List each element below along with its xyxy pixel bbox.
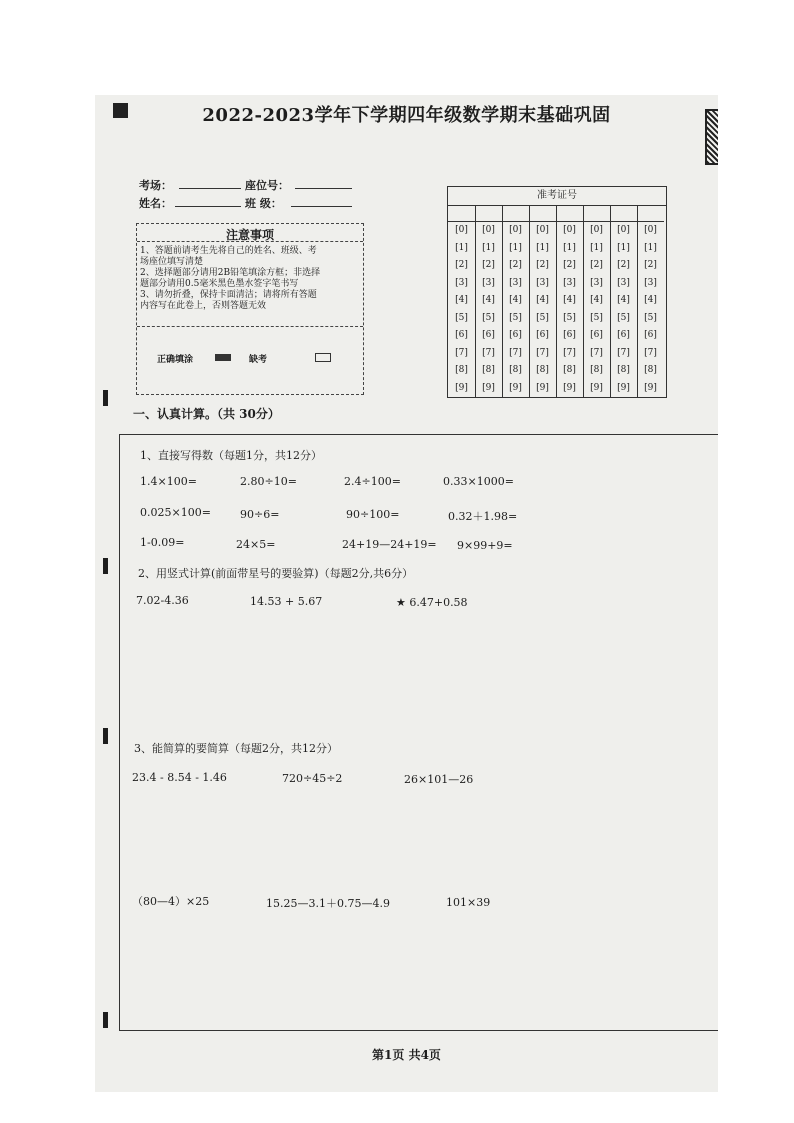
digit: [5]	[644, 312, 657, 323]
digit: [6]	[563, 330, 576, 340]
digit: [7]	[455, 347, 468, 358]
problem[interactable]: 15.25—3.1＋0.75—4.9	[266, 897, 390, 910]
digit: [1]	[482, 242, 495, 253]
digit: [7]	[482, 347, 495, 358]
digit: [3]	[590, 277, 603, 288]
digit: [6]	[644, 330, 657, 340]
name-field[interactable]	[175, 194, 241, 207]
digit: [2]	[563, 260, 576, 270]
digit: [2]	[617, 260, 630, 270]
digit: [2]	[482, 260, 495, 270]
digit: [4]	[536, 295, 549, 305]
digit: [8]	[644, 365, 657, 375]
digit: [2]	[644, 260, 657, 270]
admission-title: 准考证号	[448, 187, 666, 206]
notice-line: 内容写在此卷上，否则答题无效	[140, 301, 267, 311]
notice-box	[136, 223, 364, 395]
digit: [6]	[455, 330, 468, 340]
admission-column[interactable]	[502, 205, 530, 397]
digit: [9]	[644, 382, 657, 393]
notice-line: 场座位填写清楚	[140, 257, 204, 267]
problem[interactable]: 101×39	[446, 896, 491, 909]
digit: [0]	[590, 225, 603, 235]
digit: [6]	[590, 330, 603, 340]
admission-column[interactable]	[556, 205, 584, 397]
problem[interactable]: 24×5=	[236, 538, 276, 551]
page-title: 2022-2023学年下学期四年级数学期末基础巩固	[202, 105, 611, 126]
digit: [6]	[536, 330, 549, 340]
seat-field[interactable]	[295, 176, 352, 189]
admission-column[interactable]	[475, 205, 503, 397]
digit: [9]	[590, 382, 603, 393]
binding-mark	[103, 390, 108, 406]
problem[interactable]: 24+19—24+19=	[342, 538, 437, 551]
digit: [9]	[455, 382, 468, 393]
problem[interactable]: 720÷45÷2	[282, 772, 343, 785]
class-field[interactable]	[291, 194, 352, 207]
digit: [7]	[644, 347, 657, 358]
digit: [7]	[563, 347, 576, 358]
problem[interactable]: 2.4÷100=	[344, 475, 401, 488]
digit: [8]	[509, 365, 522, 375]
question-1-title: 1、直接写得数（每题1分，共12分）	[140, 449, 322, 462]
problem[interactable]: 23.4 - 8.54 - 1.46	[132, 771, 227, 784]
digit: [9]	[563, 382, 576, 393]
digit: [8]	[455, 365, 468, 375]
digit: [2]	[536, 260, 549, 270]
admission-column[interactable]	[610, 205, 638, 397]
digit: [0]	[509, 225, 522, 235]
digit: [8]	[563, 365, 576, 375]
digit: [8]	[617, 365, 630, 375]
notice-line: 2、选择题部分请用2B铅笔填涂方框；非选择	[140, 268, 321, 278]
digit: [2]	[455, 260, 468, 270]
problem[interactable]: 14.53 + 5.67	[250, 595, 323, 608]
digit: [5]	[536, 312, 549, 323]
digit: [9]	[536, 382, 549, 393]
digit: [0]	[617, 225, 630, 235]
absent-label: 缺考	[249, 355, 268, 365]
digit: [4]	[590, 295, 603, 305]
digit: [0]	[644, 225, 657, 235]
digit: [1]	[617, 242, 630, 253]
digit: [8]	[536, 365, 549, 375]
notice-line: 3、请勿折叠，保持卡面清洁；请将所有答题	[140, 290, 317, 300]
name-label: 姓名：	[139, 197, 172, 210]
problem[interactable]: 0.33×1000=	[443, 475, 514, 488]
notice-line: 题部分请用0.5毫米黑色墨水签字笔书写	[140, 279, 299, 289]
digit: [1]	[509, 242, 522, 253]
digit: [4]	[455, 295, 468, 305]
digit: [0]	[455, 225, 468, 235]
problem[interactable]: ★ 6.47+0.58	[396, 596, 468, 609]
digit: [3]	[482, 277, 495, 288]
digit: [3]	[644, 277, 657, 288]
problem[interactable]: 7.02-4.36	[136, 594, 189, 607]
digit: [3]	[536, 277, 549, 288]
admission-column[interactable]	[529, 205, 557, 397]
digit: [5]	[482, 312, 495, 323]
digit: [4]	[482, 295, 495, 305]
admission-column[interactable]	[448, 205, 476, 397]
digit: [6]	[482, 330, 495, 340]
digit: [4]	[509, 295, 522, 305]
digit: [0]	[563, 225, 576, 235]
correct-fill-label: 正确填涂	[157, 355, 194, 365]
problem[interactable]: 90÷100=	[346, 508, 400, 521]
digit: [5]	[563, 312, 576, 323]
problem[interactable]: 0.025×100=	[140, 506, 211, 519]
digit: [2]	[590, 260, 603, 270]
question-3-title: 3、能简算的要简算（每题2分，共12分）	[134, 742, 338, 755]
binding-mark	[103, 1012, 108, 1028]
class-label: 班 级：	[245, 197, 282, 210]
digit: [1]	[455, 242, 468, 253]
digit: [5]	[590, 312, 603, 323]
binding-mark	[103, 558, 108, 574]
exam-room-label: 考场：	[139, 179, 172, 192]
problem[interactable]: 2.80÷10=	[240, 475, 297, 488]
problem[interactable]: 90÷6=	[240, 508, 280, 521]
digit: [6]	[617, 330, 630, 340]
digit: [1]	[563, 242, 576, 253]
digit: [1]	[590, 242, 603, 253]
digit: [1]	[644, 242, 657, 253]
digit: [7]	[617, 347, 630, 358]
digit: [4]	[563, 295, 576, 305]
problem[interactable]: 9×99+9=	[457, 539, 513, 552]
digit: [9]	[509, 382, 522, 393]
admission-column[interactable]	[583, 205, 611, 397]
digit: [3]	[455, 277, 468, 288]
digit: [5]	[509, 312, 522, 323]
digit: [7]	[509, 347, 522, 358]
digit: [3]	[617, 277, 630, 288]
digit: [1]	[536, 242, 549, 253]
digit: [8]	[482, 365, 495, 375]
admission-number-grid	[447, 186, 667, 398]
digit: [3]	[563, 277, 576, 288]
notice-text	[140, 246, 360, 312]
digit: [6]	[509, 330, 522, 340]
answer-area	[119, 434, 718, 1031]
digit: [0]	[482, 225, 495, 235]
seat-label: 座位号：	[245, 179, 289, 192]
problem[interactable]: （80—4）×25	[132, 895, 210, 908]
digit: [7]	[590, 347, 603, 358]
digit: [3]	[509, 277, 522, 288]
correct-fill-sample	[215, 354, 231, 361]
section-title: 一、认真计算。（共 30分）	[133, 407, 280, 421]
digit: [5]	[455, 312, 468, 323]
notice-title: 注意事项	[225, 228, 274, 242]
digit: [5]	[617, 312, 630, 323]
exam-page	[95, 95, 718, 1092]
problem[interactable]: 1-0.09=	[140, 536, 185, 549]
page-number: 第1页 共4页	[372, 1048, 441, 1062]
digit: [9]	[482, 382, 495, 393]
absent-checkbox[interactable]	[315, 353, 331, 362]
digit: [2]	[509, 260, 522, 270]
notice-line: 1、答题前请考生先将自己的姓名、班级、考	[140, 246, 317, 256]
exam-room-field[interactable]	[179, 176, 241, 189]
admission-column[interactable]	[637, 205, 664, 397]
digit: [9]	[617, 382, 630, 393]
problem[interactable]: 1.4×100=	[140, 475, 197, 488]
problem[interactable]: 26×101—26	[404, 773, 474, 786]
binding-mark	[103, 728, 108, 744]
digit: [0]	[536, 225, 549, 235]
digit: [8]	[590, 365, 603, 375]
question-2-title: 2、用竖式计算(前面带星号的要验算)（每题2分,共6分）	[138, 567, 414, 580]
digit: [7]	[536, 347, 549, 358]
digit: [4]	[617, 295, 630, 305]
problem[interactable]: 0.32＋1.98=	[448, 510, 518, 523]
digit: [4]	[644, 295, 657, 305]
